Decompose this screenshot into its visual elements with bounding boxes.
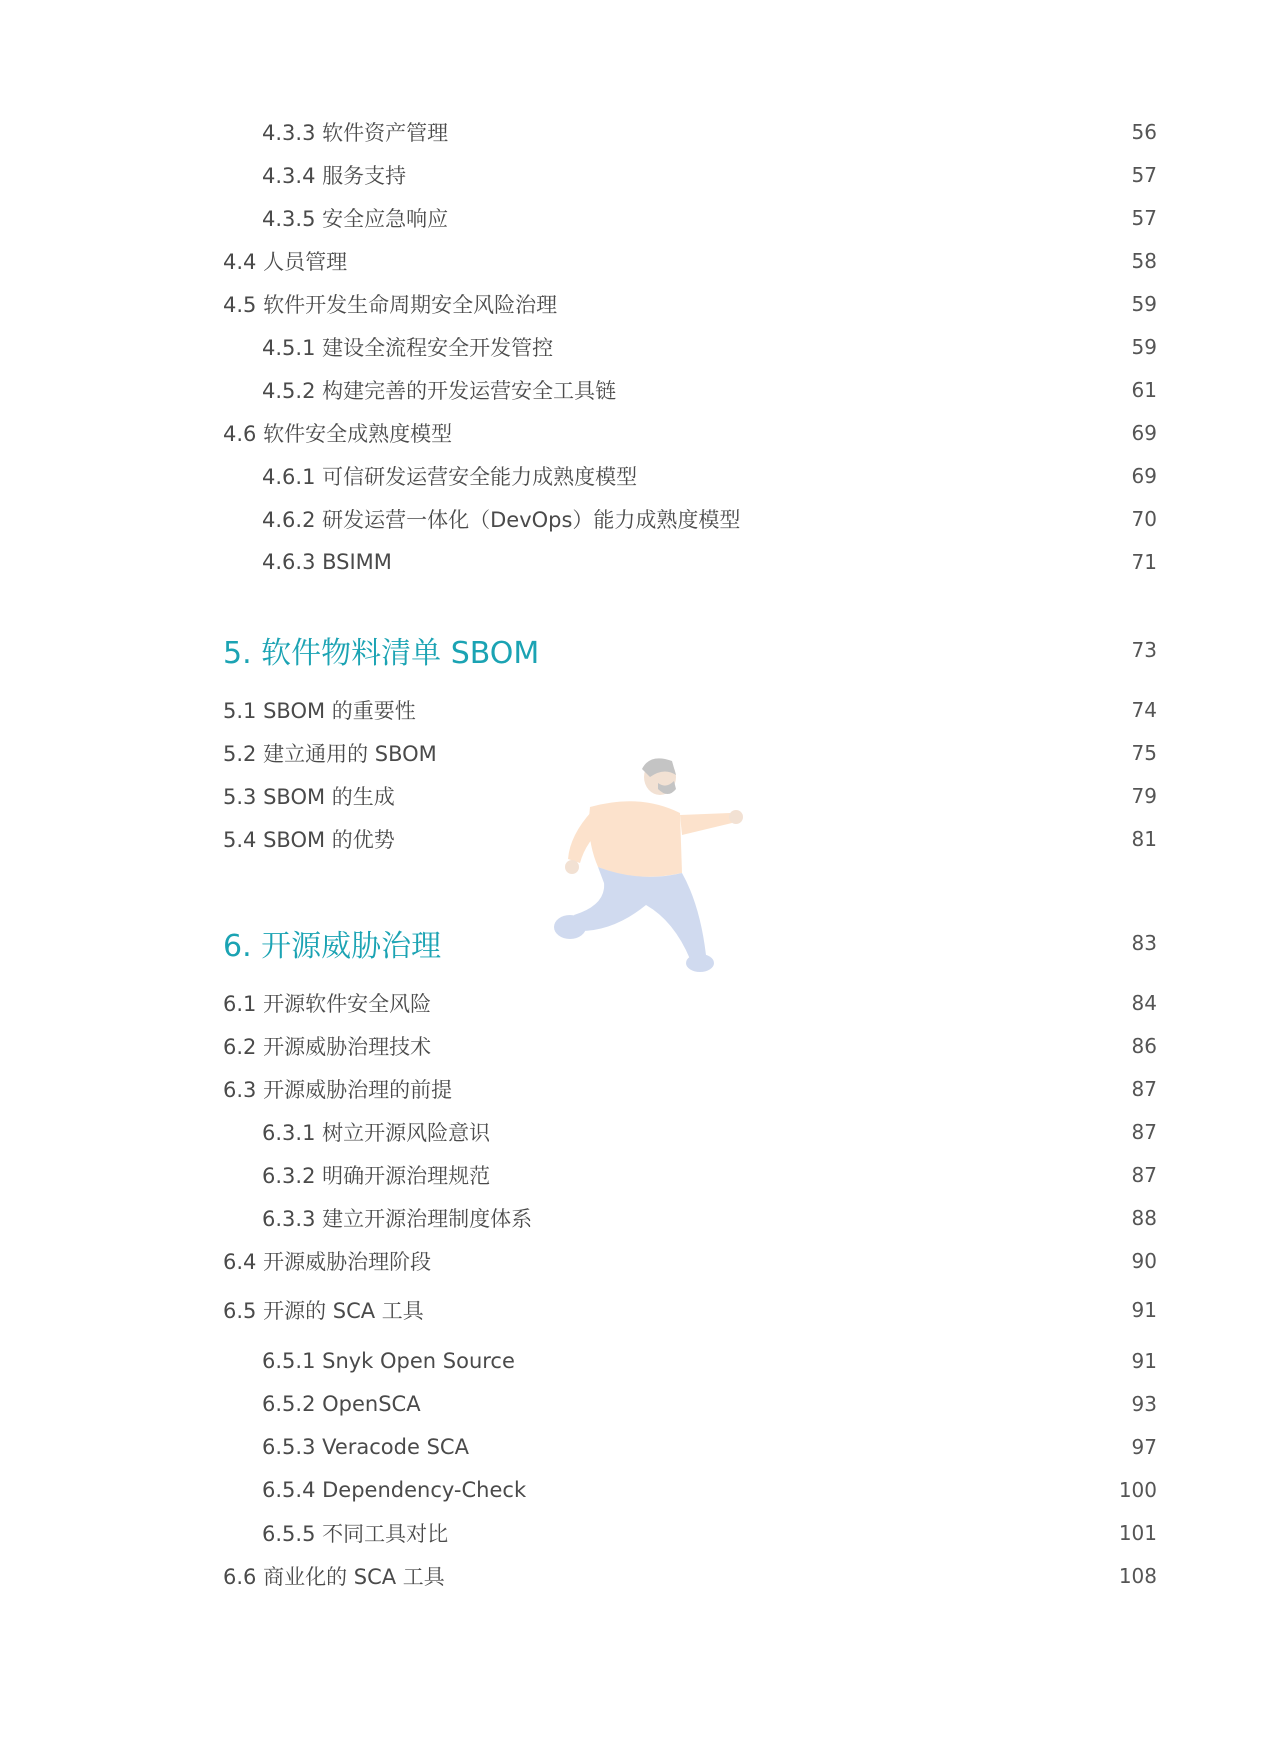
toc-entry-label: 6.3.1 树立开源风险意识 — [262, 1121, 491, 1145]
toc-entry-label: 6.5.3 Veracode SCA — [262, 1435, 469, 1459]
toc-entry[interactable] — [223, 1245, 1157, 1277]
toc-entry-label: 6.4 开源威胁治理阶段 — [223, 1250, 432, 1274]
toc-entry-label: 5.3 SBOM 的生成 — [223, 785, 395, 809]
toc-entry[interactable] — [223, 987, 1157, 1019]
toc-entry-page: 70 — [1131, 507, 1157, 531]
toc-entry-page: 91 — [1131, 1349, 1157, 1373]
toc-entry[interactable] — [262, 1388, 1157, 1420]
toc-entry-page: 87 — [1131, 1120, 1157, 1144]
chapter-title: 5. 软件物料清单 SBOM — [223, 636, 540, 671]
toc-entry-page: 83 — [1131, 931, 1157, 955]
toc-chapter[interactable] — [223, 628, 1157, 672]
toc-entry[interactable] — [223, 1030, 1157, 1062]
toc-entry-page: 84 — [1131, 991, 1157, 1015]
toc-entry-page: 79 — [1131, 784, 1157, 808]
toc-entry[interactable] — [262, 1517, 1157, 1549]
toc-entry-page: 56 — [1131, 120, 1157, 144]
toc-entry[interactable] — [262, 116, 1157, 148]
toc-entry[interactable] — [262, 1345, 1157, 1377]
toc-entry-page: 108 — [1118, 1564, 1157, 1588]
toc-entry[interactable] — [262, 1116, 1157, 1148]
toc-entry-page: 73 — [1131, 638, 1157, 662]
toc-entry-label: 6.3.3 建立开源治理制度体系 — [262, 1207, 533, 1231]
toc-entry[interactable] — [262, 1159, 1157, 1191]
toc-entry-page: 57 — [1131, 163, 1157, 187]
toc-entry-label: 4.3.5 安全应急响应 — [262, 207, 449, 231]
toc-entry-page: 81 — [1131, 827, 1157, 851]
toc-entry[interactable] — [223, 1560, 1157, 1592]
toc-entry-page: 90 — [1131, 1249, 1157, 1273]
toc-entry-page: 74 — [1131, 698, 1157, 722]
toc-entry[interactable] — [262, 1202, 1157, 1234]
toc-entry-page: 69 — [1131, 464, 1157, 488]
toc-entry[interactable] — [223, 823, 1157, 855]
toc-entry-label: 6.6 商业化的 SCA 工具 — [223, 1565, 445, 1589]
toc-entry[interactable] — [262, 546, 1157, 578]
toc-entry-label: 4.6.2 研发运营一体化（DevOps）能力成熟度模型 — [262, 508, 741, 532]
toc-entry-label: 4.5.1 建设全流程安全开发管控 — [262, 336, 554, 360]
toc-entry-label: 5.1 SBOM 的重要性 — [223, 699, 416, 723]
toc-entry-page: 101 — [1118, 1521, 1157, 1545]
toc-entry-page: 61 — [1131, 378, 1157, 402]
toc-entry-page: 87 — [1131, 1077, 1157, 1101]
toc-entry-label: 6.2 开源威胁治理技术 — [223, 1035, 432, 1059]
toc-entry-label: 4.3.3 软件资产管理 — [262, 121, 449, 145]
toc-entry[interactable] — [223, 780, 1157, 812]
toc-entry-label: 4.5.2 构建完善的开发运营安全工具链 — [262, 379, 617, 403]
toc-entry-label: 4.5 软件开发生命周期安全风险治理 — [223, 293, 558, 317]
toc-entry-page: 86 — [1131, 1034, 1157, 1058]
toc-entry-page: 100 — [1118, 1478, 1157, 1502]
toc-entry-page: 58 — [1131, 249, 1157, 273]
toc-entry-label: 4.6.1 可信研发运营安全能力成熟度模型 — [262, 465, 638, 489]
toc-entry[interactable] — [223, 737, 1157, 769]
toc-entry-label: 4.6.3 BSIMM — [262, 550, 392, 574]
toc-entry[interactable] — [262, 159, 1157, 191]
toc-entry[interactable] — [262, 374, 1157, 406]
toc-chapter[interactable] — [223, 921, 1157, 965]
toc-entry[interactable] — [262, 331, 1157, 363]
toc-entry-page: 91 — [1131, 1298, 1157, 1322]
toc-entry[interactable] — [262, 503, 1157, 535]
toc-entry-page: 75 — [1131, 741, 1157, 765]
toc-entry-page: 69 — [1131, 421, 1157, 445]
toc-entry-label: 6.5 开源的 SCA 工具 — [223, 1299, 424, 1323]
toc-entry-label: 6.5.1 Snyk Open Source — [262, 1349, 515, 1373]
toc-entry[interactable] — [223, 417, 1157, 449]
toc-entry-page: 87 — [1131, 1163, 1157, 1187]
toc-entry-label: 4.6 软件安全成熟度模型 — [223, 422, 453, 446]
toc-entry[interactable] — [262, 1474, 1157, 1506]
toc-entry[interactable] — [223, 694, 1157, 726]
toc-entry-label: 6.3 开源威胁治理的前提 — [223, 1078, 453, 1102]
toc-entry-label: 5.2 建立通用的 SBOM — [223, 742, 437, 766]
toc-entry-label: 6.5.2 OpenSCA — [262, 1392, 421, 1416]
toc-entry[interactable] — [262, 202, 1157, 234]
toc-entry-label: 6.5.5 不同工具对比 — [262, 1522, 449, 1546]
toc-entry-page: 97 — [1131, 1435, 1157, 1459]
toc-entry-label: 5.4 SBOM 的优势 — [223, 828, 395, 852]
toc-entry-page: 57 — [1131, 206, 1157, 230]
toc-entry-page: 88 — [1131, 1206, 1157, 1230]
toc-entry-page: 93 — [1131, 1392, 1157, 1416]
toc-entry-label: 6.5.4 Dependency-Check — [262, 1478, 527, 1502]
toc-entry[interactable] — [223, 1073, 1157, 1105]
toc-entry[interactable] — [262, 1431, 1157, 1463]
chapter-title: 6. 开源威胁治理 — [223, 929, 442, 964]
toc-entry-label: 6.3.2 明确开源治理规范 — [262, 1164, 491, 1188]
toc-entry[interactable] — [223, 245, 1157, 277]
toc-entry-page: 59 — [1131, 292, 1157, 316]
toc-entry[interactable] — [223, 288, 1157, 320]
toc-entry-page: 59 — [1131, 335, 1157, 359]
toc-entry-label: 6.1 开源软件安全风险 — [223, 992, 432, 1016]
toc-entry[interactable] — [262, 460, 1157, 492]
toc-entry-label: 4.4 人员管理 — [223, 250, 348, 274]
toc-entry-page: 71 — [1131, 550, 1157, 574]
toc-entry-label: 4.3.4 服务支持 — [262, 164, 407, 188]
toc-entry[interactable] — [223, 1294, 1157, 1326]
